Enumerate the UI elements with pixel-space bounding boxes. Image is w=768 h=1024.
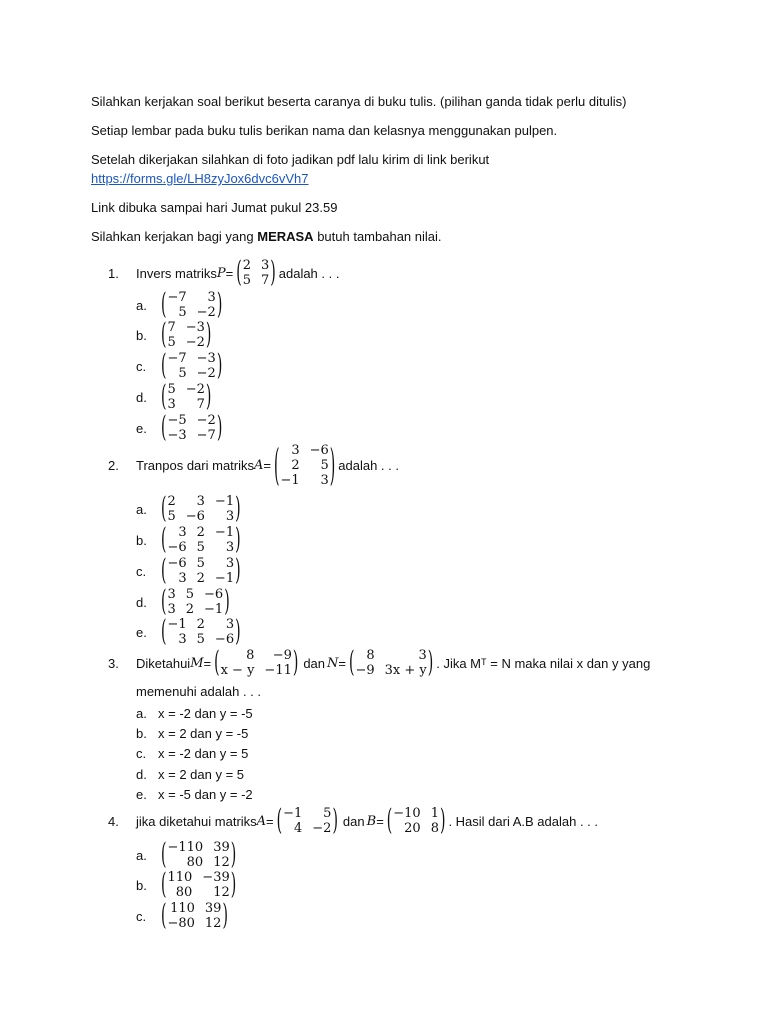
matrix-entry: −2 [196, 305, 216, 320]
matrix-entry: −39 [202, 870, 230, 885]
question-3-option-d[interactable] [136, 767, 244, 782]
option-label: c. [136, 908, 147, 924]
matrix-bracket-left: ( [161, 318, 167, 352]
matrix-bracket-left: ( [161, 288, 167, 322]
matrix-entry: 8 [246, 648, 255, 663]
question-1-option-d[interactable] [136, 382, 214, 412]
matrix-bracket-left: ( [161, 380, 167, 414]
matrix-bracket-right: ) [235, 554, 241, 588]
question-3-option-e[interactable] [136, 787, 253, 802]
intro-line-4: Link dibuka sampai hari Jumat pukul 23.59 [91, 200, 338, 215]
matrix-entries [279, 443, 329, 488]
matrix-entry: 5 [167, 335, 176, 350]
matrix-entry: −110 [167, 840, 204, 855]
matrix-entries [242, 258, 271, 288]
matrix-entry: 12 [204, 916, 222, 931]
matrix-entry: −1 [280, 473, 300, 488]
matrix-bracket-left: ( [161, 615, 167, 649]
matrix-entry: 3 [167, 602, 176, 617]
option-label: e. [136, 420, 147, 436]
matrix-entry: 7 [196, 397, 205, 412]
question-matrix [236, 258, 276, 288]
matrix-entry: −9 [355, 663, 375, 678]
matrix-entry: 7 [167, 320, 176, 335]
option-label: b. [136, 877, 147, 893]
matrix-entry: 3 [291, 443, 300, 458]
matrix-bracket-left: ( [161, 411, 167, 445]
option-label: a. [136, 847, 147, 863]
matrix-bracket-left: ( [349, 646, 355, 680]
question-text: Tranpos dari matriks [136, 458, 254, 473]
matrix-entry: 3x + y [384, 663, 427, 678]
question-text-end: adalah . . . [278, 265, 340, 281]
matrix-entry: 5 [178, 366, 187, 381]
matrix-entry: 4 [294, 821, 303, 836]
matrix-bracket-left: ( [236, 256, 242, 290]
matrix-entry: 5 [196, 556, 205, 571]
question-3-option-a[interactable] [136, 706, 253, 721]
matrix-entry: 3 [225, 556, 235, 571]
matrix-entry: −6 [167, 556, 187, 571]
question-3-option-b[interactable] [136, 726, 248, 741]
matrix-entry: 2 [196, 617, 205, 632]
matrix-entry: 110 [170, 901, 195, 916]
matrix-bracket-right: ) [205, 318, 212, 352]
matrix-variable: A [256, 813, 267, 829]
option-label: c. [136, 746, 147, 761]
intro-line-1: Silahkan kerjakan soal berikut beserta caranya di buku tulis. (pilihan ganda tidak perlu ditulis) [91, 94, 627, 109]
matrix-entry: 5 [323, 806, 332, 821]
matrix-entry: 3 [167, 587, 176, 602]
intro-line-5-post: butuh tambahan nilai. [313, 229, 442, 244]
matrix-entry: 3 [225, 540, 235, 555]
matrix-entry: 3 [225, 617, 235, 632]
matrix-entry: −2 [312, 821, 332, 836]
matrix-entry: 3 [261, 258, 270, 273]
matrix-bracket-right: ) [230, 838, 237, 872]
matrix-variable: P [216, 265, 226, 281]
matrix-entry: 8 [366, 648, 375, 663]
question-1-option-e[interactable] [136, 413, 225, 443]
matrix-entries [166, 494, 235, 524]
matrix-entry: 1 [430, 806, 439, 821]
question-matrix [277, 806, 338, 836]
question-text-end: . Jika Mᵀ = N maka nilai x dan y yang [436, 655, 651, 671]
question-4-option-c[interactable] [136, 901, 231, 931]
matrix-entries [166, 320, 205, 350]
option-label: d. [136, 594, 147, 610]
matrix-entries [166, 413, 216, 443]
matrix-entry: 20 [404, 821, 421, 836]
matrix-bracket-left: ( [161, 868, 167, 902]
matrix-entry: −6 [204, 587, 224, 602]
question-1-option-b[interactable] [136, 320, 214, 350]
question-1-option-a[interactable] [136, 290, 225, 320]
matrix-entry: 3 [225, 509, 235, 524]
matrix-entry: 5 [167, 382, 176, 397]
equals-sign: = [266, 813, 274, 829]
matrix-bracket-right: ) [205, 380, 212, 414]
question-matrix-2 [387, 806, 446, 836]
matrix-entries [166, 587, 224, 617]
question-number: 2. [108, 458, 119, 473]
matrix-entries [166, 840, 230, 870]
option-matrix [161, 494, 241, 524]
matrix-entries [354, 648, 427, 678]
matrix-bracket-right: ) [230, 868, 237, 902]
matrix-entry: −1 [214, 571, 235, 586]
matrix-entry: 5 [185, 587, 195, 602]
matrix-entry: −1 [283, 806, 303, 821]
matrix-entry: 5 [178, 305, 187, 320]
question-matrix [214, 648, 298, 678]
matrix-entry: −3 [196, 351, 216, 366]
matrix-bracket-right: ) [224, 585, 230, 619]
matrix-bracket-left: ( [161, 838, 167, 872]
matrix-entry: −80 [167, 916, 195, 931]
option-matrix [161, 587, 230, 617]
question-number: 3. [108, 655, 119, 671]
question-4 [108, 806, 598, 836]
question-text: Invers matriks [136, 265, 217, 281]
matrix-variable: A [254, 458, 264, 473]
option-matrix [161, 351, 222, 381]
matrix-entry: −6 [309, 443, 329, 458]
question-3 [108, 648, 650, 678]
matrix-bracket-right: ) [292, 646, 299, 680]
matrix-entry: 5 [242, 273, 251, 288]
matrix-entries [282, 806, 332, 836]
matrix-entry: −6 [214, 632, 235, 647]
option-matrix [161, 840, 236, 870]
intro-line-3: Setelah dikerjakan silahkan di foto jadikan pdf lalu kirim di link berikut [91, 152, 490, 167]
matrix-entry: 3 [320, 473, 329, 488]
matrix-entry: 5 [167, 509, 176, 524]
matrix-bracket-left: ( [161, 554, 167, 588]
question-text-mid: dan [342, 813, 365, 829]
matrix-bracket-right: ) [332, 804, 338, 838]
option-matrix [161, 382, 211, 412]
matrix-entry: −1 [167, 617, 187, 632]
option-matrix [161, 901, 228, 931]
matrix-bracket-right: ) [329, 440, 336, 491]
question-3-continued: memenuhi adalah . . . [136, 684, 262, 699]
option-label: a. [136, 706, 147, 721]
matrix-bracket-left: ( [161, 492, 167, 526]
matrix-entry: −1 [214, 494, 235, 509]
question-text: jika diketahui matriks [136, 813, 257, 829]
option-label: b. [136, 532, 147, 548]
matrix-entry: 3 [207, 290, 216, 305]
equals-sign-2: = [338, 655, 346, 671]
option-matrix [161, 290, 222, 320]
matrix-entry: 39 [204, 901, 222, 916]
matrix-entry: −7 [196, 428, 216, 443]
option-label: a. [136, 501, 147, 517]
matrix-bracket-left: ( [161, 585, 167, 619]
intro-line-5-bold: MERASA [257, 229, 314, 244]
option-text: x = -5 dan y = -2 [158, 787, 253, 802]
matrix-entry: −2 [185, 335, 205, 350]
matrix-entry: −1 [214, 525, 235, 540]
question-matrix-2 [349, 648, 433, 678]
equals-sign: = [203, 655, 212, 671]
matrix-entry: 3 [178, 571, 187, 586]
matrix-bracket-right: ) [427, 646, 434, 680]
question-text-mid: dan [303, 655, 326, 671]
question-2-option-b[interactable] [136, 525, 244, 555]
matrix-entry: −1 [204, 602, 224, 617]
option-label: b. [136, 327, 147, 343]
matrix-entry: 2 [167, 494, 176, 509]
matrix-entries [166, 525, 235, 555]
matrix-bracket-left: ( [161, 899, 167, 933]
matrix-entry: 80 [186, 855, 204, 870]
matrix-entries [166, 901, 222, 931]
matrix-entry: −7 [167, 290, 187, 305]
question-2 [108, 440, 399, 491]
matrix-entries [166, 617, 235, 647]
matrix-bracket-right: ) [222, 899, 228, 933]
matrix-entry: 5 [320, 458, 329, 473]
matrix-entry: 3 [167, 397, 176, 412]
question-2-option-a[interactable] [136, 494, 244, 524]
matrix-entry: 5 [196, 540, 205, 555]
matrix-variable-2: B [366, 813, 377, 829]
option-label: d. [136, 767, 147, 782]
option-label: a. [136, 297, 147, 313]
matrix-entry: −2 [185, 382, 205, 397]
matrix-entries [166, 870, 230, 900]
question-text: Diketahui [136, 655, 191, 671]
matrix-entries [220, 648, 293, 678]
matrix-bracket-right: ) [270, 256, 276, 290]
matrix-entry: 3 [418, 648, 427, 663]
option-text: x = 2 dan y = 5 [158, 767, 245, 782]
matrix-entry: −7 [167, 351, 187, 366]
matrix-entry: −2 [196, 366, 216, 381]
option-label: c. [136, 563, 147, 579]
question-4-option-a[interactable] [136, 840, 239, 870]
matrix-entry: 3 [178, 525, 187, 540]
option-label: d. [136, 389, 147, 405]
matrix-entry: 2 [196, 525, 205, 540]
option-text: x = -2 dan y = 5 [158, 746, 249, 761]
matrix-variable: M [190, 655, 204, 671]
matrix-bracket-left: ( [214, 646, 220, 680]
matrix-entry: 110 [167, 870, 193, 885]
matrix-bracket-left: ( [386, 804, 393, 838]
intro-line-2: Setiap lembar pada buku tulis berikan nama dan kelasnya menggunakan pulpen. [91, 123, 558, 138]
matrix-bracket-right: ) [439, 804, 446, 838]
matrix-entry: 39 [213, 840, 230, 855]
matrix-entry: −3 [167, 428, 187, 443]
matrix-entry: 3 [178, 632, 187, 647]
option-matrix [161, 617, 241, 647]
matrix-bracket-right: ) [216, 288, 223, 322]
equals-sign-2: = [376, 813, 384, 829]
matrix-entries [166, 382, 205, 412]
matrix-bracket-left: ( [273, 440, 280, 491]
option-label: c. [136, 358, 147, 374]
matrix-entry: 12 [213, 855, 230, 870]
matrix-bracket-right: ) [235, 523, 241, 557]
matrix-bracket-left: ( [161, 523, 167, 557]
option-text: x = 2 dan y = -5 [158, 726, 249, 741]
matrix-bracket-left: ( [161, 349, 167, 383]
matrix-entry: −6 [167, 540, 187, 555]
matrix-entry: 7 [261, 273, 270, 288]
form-link[interactable]: https://forms.gle/LH8zyJox6dvc6vVh7 [91, 171, 309, 186]
question-2-option-e[interactable] [136, 617, 244, 647]
equals-sign: = [263, 458, 271, 473]
matrix-entry: 2 [185, 602, 195, 617]
matrix-entry: −9 [272, 648, 292, 663]
matrix-bracket-left: ( [276, 804, 283, 838]
matrix-entry: 5 [196, 632, 205, 647]
matrix-entry: −11 [264, 663, 292, 678]
option-matrix [161, 525, 241, 555]
option-text: x = -2 dan y = -5 [158, 706, 253, 721]
question-text-end: . Hasil dari A.B adalah . . . [448, 813, 599, 829]
intro-line-5 [91, 229, 442, 245]
matrix-bracket-right: ) [216, 411, 223, 445]
matrix-entries [392, 806, 440, 836]
matrix-entry: 12 [213, 885, 230, 900]
matrix-entry: 8 [430, 821, 439, 836]
question-1 [108, 258, 339, 288]
matrix-bracket-right: ) [235, 615, 241, 649]
question-text-end: adalah . . . [338, 458, 399, 473]
matrix-bracket-right: ) [235, 492, 241, 526]
option-matrix [161, 320, 211, 350]
matrix-entry: −3 [185, 320, 205, 335]
option-matrix [161, 413, 222, 443]
question-number: 1. [108, 265, 119, 281]
matrix-entry: −5 [167, 413, 187, 428]
matrix-entry: 3 [196, 494, 205, 509]
question-1-option-c[interactable] [136, 351, 225, 381]
matrix-bracket-right: ) [216, 349, 223, 383]
question-3-option-c[interactable] [136, 746, 248, 761]
option-label: e. [136, 624, 147, 640]
matrix-entry: 2 [196, 571, 205, 586]
matrix-entry: −6 [185, 509, 205, 524]
matrix-entry: x − y [220, 663, 255, 678]
option-label: e. [136, 787, 147, 802]
question-number: 4. [108, 813, 119, 829]
question-matrix [273, 440, 336, 491]
matrix-variable-2: N [327, 655, 339, 671]
intro-line-5-pre: Silahkan kerjakan bagi yang [91, 229, 258, 244]
matrix-entry: 2 [291, 458, 300, 473]
question-2-option-d[interactable] [136, 587, 233, 617]
equals-sign: = [225, 265, 234, 281]
matrix-entry: −10 [393, 806, 421, 821]
option-label: b. [136, 726, 147, 741]
matrix-entry: 2 [242, 258, 251, 273]
matrix-entry: −2 [196, 413, 216, 428]
matrix-entry: 80 [175, 885, 193, 900]
